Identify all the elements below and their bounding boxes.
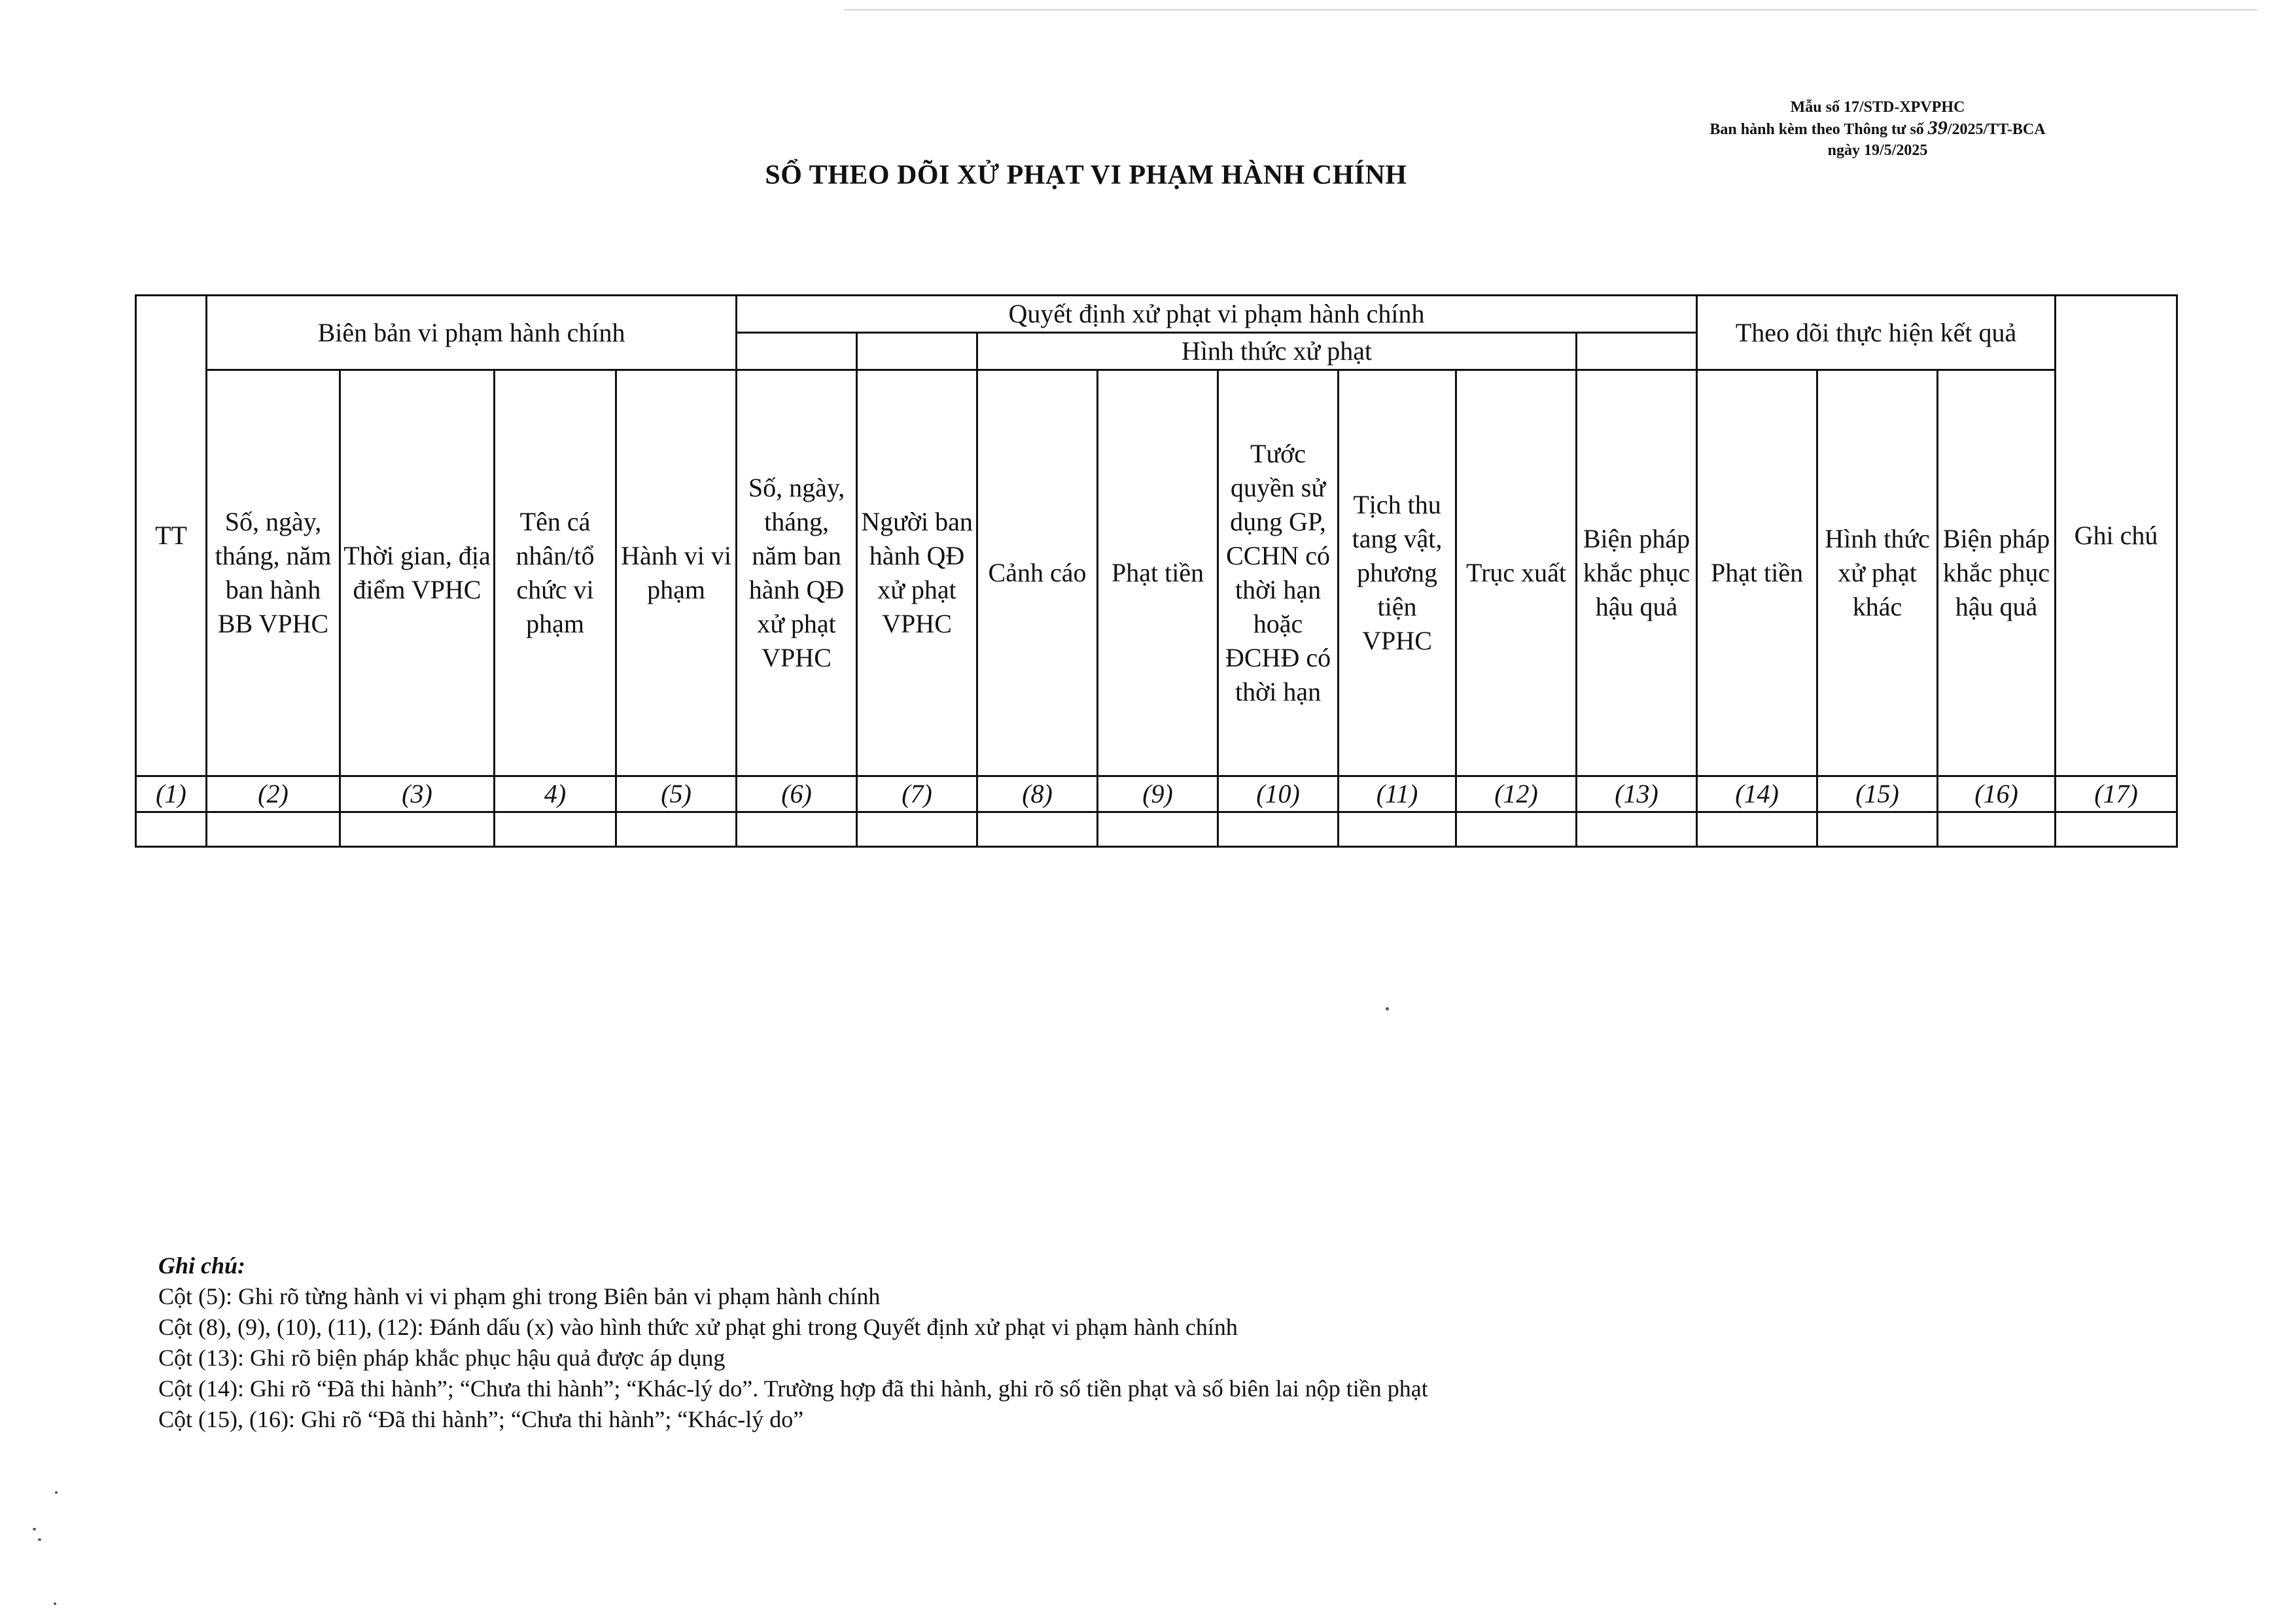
empty-cell [857, 812, 977, 847]
scan-speck [54, 1602, 56, 1605]
header-col-11: Tịch thu tang vật, phương tiện VPHC [1339, 370, 1456, 776]
header-col-4: Tên cá nhân/tổ chức vi phạm [495, 370, 616, 776]
document-title: SỔ THEO DÕI XỬ PHẠT VI PHẠM HÀNH CHÍNH [765, 160, 1407, 190]
column-number: (17) [2056, 776, 2177, 812]
empty-cell [1339, 812, 1456, 847]
note-line: Cột (5): Ghi rõ từng hành vi vi phạm ghi trong Biên bản vi phạm hành chính [158, 1283, 881, 1309]
header-col-9: Phạt tiền [1098, 370, 1218, 776]
form-reference [1662, 97, 2094, 161]
scan-speck [33, 1528, 36, 1530]
scan-speck [55, 1491, 58, 1494]
header-group-record: Biên bản vi phạm hành chính [207, 296, 737, 370]
empty-cell [616, 812, 737, 847]
note-line: Cột (15), (16): Ghi rõ “Đã thi hành”; “Chưa thi hành”; “Khác-lý do” [158, 1406, 804, 1432]
column-number: 4) [495, 776, 616, 812]
column-number: (8) [977, 776, 1098, 812]
empty-cell [1456, 812, 1577, 847]
header-col-2: Số, ngày, tháng, năm ban hành BB VPHC [207, 370, 340, 776]
empty-entry-row [136, 812, 2177, 847]
empty-cell [1817, 812, 1938, 847]
notes-section [158, 1251, 2056, 1435]
column-number: (10) [1218, 776, 1339, 812]
column-number: (16) [1938, 776, 2056, 812]
header-col-8: Cảnh cáo [977, 370, 1098, 776]
column-number: (9) [1098, 776, 1218, 812]
violation-ledger-table [135, 294, 2178, 848]
empty-cell [495, 812, 616, 847]
circular-suffix: /2025/TT-BCA [1947, 121, 2046, 138]
column-number: (3) [340, 776, 495, 812]
header-blank-cell [857, 333, 977, 370]
column-number: (6) [737, 776, 857, 812]
note-line: Cột (14): Ghi rõ “Đã thi hành”; “Chưa thi hành”; “Khác-lý do”. Trường hợp đã thi hành, ghi rõ số tiền phạt và số biên lai nộp tiền phạt [158, 1375, 1428, 1402]
column-number: (12) [1456, 776, 1577, 812]
column-number: (11) [1339, 776, 1456, 812]
header-col-5: Hành vi vi phạm [616, 370, 737, 776]
note-line: Cột (8), (9), (10), (11), (12): Đánh dấu (x) vào hình thức xử phạt ghi trong Quyết định xử phạt vi phạm hành chính [158, 1314, 1238, 1340]
header-group-penalty-forms: Hình thức xử phạt [977, 333, 1577, 370]
scan-edge-line [844, 9, 2257, 10]
header-notes: Ghi chú [2056, 296, 2177, 776]
header-col-13: Biện pháp khắc phục hậu quả [1577, 370, 1697, 776]
circular-prefix: Ban hành kèm theo Thông tư số [1709, 121, 1928, 138]
header-col-6: Số, ngày, tháng, năm ban hành QĐ xử phạt VPHC [737, 370, 857, 776]
column-number: (13) [1577, 776, 1697, 812]
header-col-10: Tước quyền sử dụng GP, CCHN có thời hạn hoặc ĐCHĐ có thời hạn [1218, 370, 1339, 776]
circular-number: 39 [1927, 117, 1948, 139]
header-col-15: Hình thức xử phạt khác [1817, 370, 1938, 776]
header-col-12: Trục xuất [1456, 370, 1577, 776]
header-col-14: Phạt tiền [1697, 370, 1817, 776]
column-number: (1) [136, 776, 207, 812]
empty-cell [1697, 812, 1817, 847]
column-number-row [136, 776, 2177, 812]
empty-cell [2056, 812, 2177, 847]
column-number: (7) [857, 776, 977, 812]
column-number: (2) [207, 776, 340, 812]
header-blank-cell [737, 333, 857, 370]
form-code: Mẫu số 17/STD-XPVPHC [1790, 99, 1965, 116]
empty-cell [1218, 812, 1339, 847]
column-number: (15) [1817, 776, 1938, 812]
empty-cell [1098, 812, 1218, 847]
header-col-7: Người ban hành QĐ xử phạt VPHC [857, 370, 977, 776]
header-group-tracking: Theo dõi thực hiện kết quả [1697, 296, 2056, 370]
column-number: (5) [616, 776, 737, 812]
scan-speck [38, 1538, 41, 1541]
column-number: (14) [1697, 776, 1817, 812]
notes-heading: Ghi chú: [158, 1253, 246, 1279]
empty-cell [1577, 812, 1697, 847]
empty-cell [977, 812, 1098, 847]
header-tt: TT [136, 296, 207, 776]
empty-cell [207, 812, 340, 847]
empty-cell [1938, 812, 2056, 847]
scan-speck [1386, 1007, 1389, 1011]
header-blank-cell [1577, 333, 1697, 370]
header-col-16: Biện pháp khắc phục hậu quả [1938, 370, 2056, 776]
header-col-3: Thời gian, địa điểm VPHC [340, 370, 495, 776]
circular-reference [1662, 118, 2094, 140]
empty-cell [737, 812, 857, 847]
empty-cell [136, 812, 207, 847]
empty-cell [340, 812, 495, 847]
issue-date: ngày 19/5/2025 [1827, 142, 1928, 159]
header-group-decision: Quyết định xử phạt vi phạm hành chính [737, 296, 1697, 333]
note-line: Cột (13): Ghi rõ biện pháp khắc phục hậu quả được áp dụng [158, 1345, 726, 1371]
